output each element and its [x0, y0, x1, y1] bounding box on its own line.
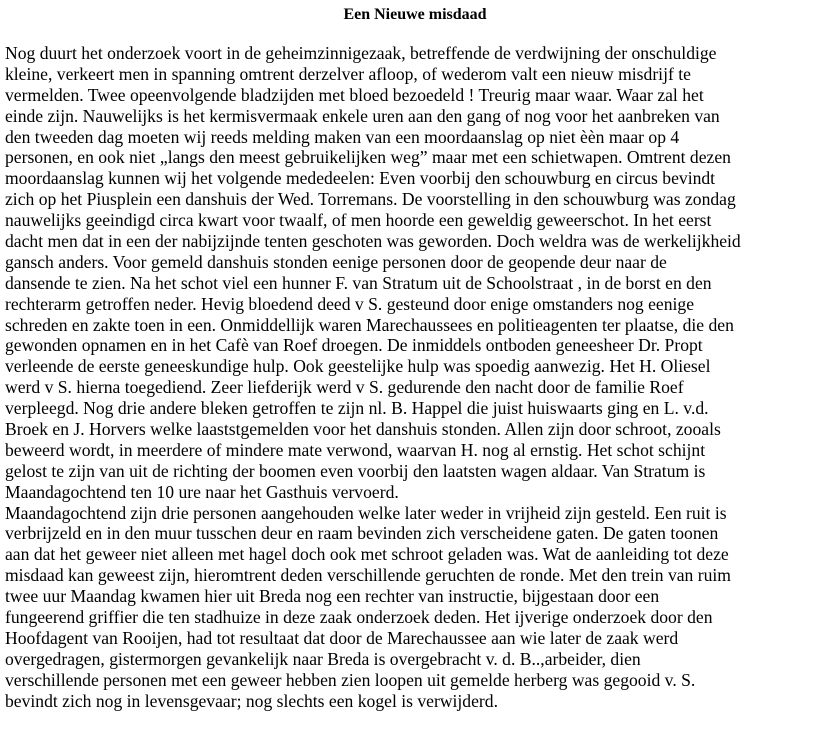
text-line: fungeerend griffier die ten stadhuize in deze zaak onderzoek deden. Het ijverige onderzoek door den [5, 607, 713, 628]
text-line: twee uur Maandag kwamen hier uit Breda nog een rechter van instructie, bijgestaan door een [5, 586, 660, 607]
text-line: zich op het Piusplein een danshuis der Wed. Torremans. De voorstelling in den schouwburg was zondag [5, 189, 736, 210]
text-line: dansende te zien. Na het schot viel een hunner F. van Stratum uit de Schoolstraat , in de borst en den [5, 272, 712, 293]
text-line: dacht men dat in een der nabijzijnde tenten geschoten was geworden. Doch weldra was de werkelijkheid [5, 231, 741, 252]
text-line: moordaanslag kunnen wij het volgende mededeelen: Even voorbij den schouwburg en circus bevindt [5, 168, 716, 189]
text-line: Nog duurt het onderzoek voort in de geheimzinnigezaak, betreffende de verdwijning der onschuldige [5, 43, 717, 63]
text-line: Maandagochtend ten 10 ure naar het Gasthuis vervoerd. [5, 481, 399, 502]
text-line: kleine, verkeert men in spanning omtrent derzelver afloop, of wederom valt een nieuw misdrijf te [5, 63, 691, 84]
text-line: verbrijzeld en in den muur tusschen deur en raam bevinden zich verscheidene gaten. De gaten toonen [5, 523, 719, 544]
text-line: rechterarm getroffen neder. Hevig bloedend deed v S. gesteund door enige omstanders nog eenige [5, 293, 695, 314]
text-line: gewonden opnamen en in het Cafè van Roef droegen. De inmiddels ontboden geneesheer Dr. Propt [5, 335, 703, 356]
text-line: Hoofdagent van Rooijen, had tot resultaat dat door de Marechaussee aan wie later de zaak werd [5, 627, 679, 648]
text-line: gelost te zijn van uit de richting der boomen even voorbij den laatsten wagen aldaar. Van Stratum is [5, 460, 706, 481]
text-line: vermelden. Twee opeenvolgende bladzijden met bloed bezoedeld ! Treurig maar waar. Waar zal het [5, 84, 704, 105]
text-line: den tweeden dag moeten wij reeds melding maken van een moordaanslag op niet èèn maar op 4 [5, 126, 680, 147]
text-line: verschillende personen met een geweer hebben zien loopen uit gemelde herberg was gegooid v. S. [5, 669, 696, 690]
text-line: beweerd wordt, in meerdere of mindere mate verwond, waarvan H. nog al ernstig. Het schot schijnt [5, 439, 706, 460]
text-line: gansch anders. Voor gemeld danshuis stonden eenige personen door de geopende deur naar de [5, 251, 667, 272]
text-line: Maandagochtend zijn drie personen aangehouden welke later weder in vrijheid zijn gesteld. Een ruit is [5, 502, 727, 523]
article-title: Een Nieuwe misdaad [343, 6, 487, 23]
text-line: verpleegd. Nog drie andere bleken getroffen te zijn nl. B. Happel die juist huiswaarts ging en L. v.d. [5, 398, 709, 419]
text-line: Broek en J. Horvers welke laaststgemelden voor het danshuis stonden. Allen zijn door schroot, zooals [5, 419, 721, 440]
text-line: einde zijn. Nauwelijks is het kermisvermaak enkele uren aan den gang of nog voor het aanbreken van [5, 105, 720, 126]
text-line: personen, en ook niet „langs den meest gebruikelijken weg” maar met een schietwapen. Omtrent dezen [5, 147, 731, 168]
text-line: misdaad kan geweest zijn, hieromtrent deden verschillende geruchten de ronde. Met den trein van ruim [5, 565, 731, 586]
article-body [5, 43, 827, 712]
text-line: werd v S. hierna toegediend. Zeer liefderijk werd v S. gedurende den nacht door de familie Roef [5, 377, 684, 398]
text-line: nauwelijks geeindigd circa kwart voor twaalf, of men hoorde een geweldig geweerschot. In het eerst [5, 210, 712, 231]
text-line: schreden en zakte toen in een. Onmiddellijk waren Marechaussees en politieagenten ter plaatse, die den [5, 314, 734, 335]
text-line: verleende de eerste geneeskundige hulp. Ook geestelijke hulp was spoedig aanwezig. Het H. Oliesel [5, 356, 711, 377]
text-line: aan dat het geweer niet alleen met hagel doch ook met schroot geladen was. Wat de aanleiding tot deze [5, 544, 729, 565]
text-line: bevindt zich nog in levensgevaar; nog slechts een kogel is verwijderd. [5, 690, 498, 711]
text-line: overgedragen, gistermorgen gevankelijk naar Breda is overgebracht v. d. B..,arbeider, dien [5, 648, 641, 669]
